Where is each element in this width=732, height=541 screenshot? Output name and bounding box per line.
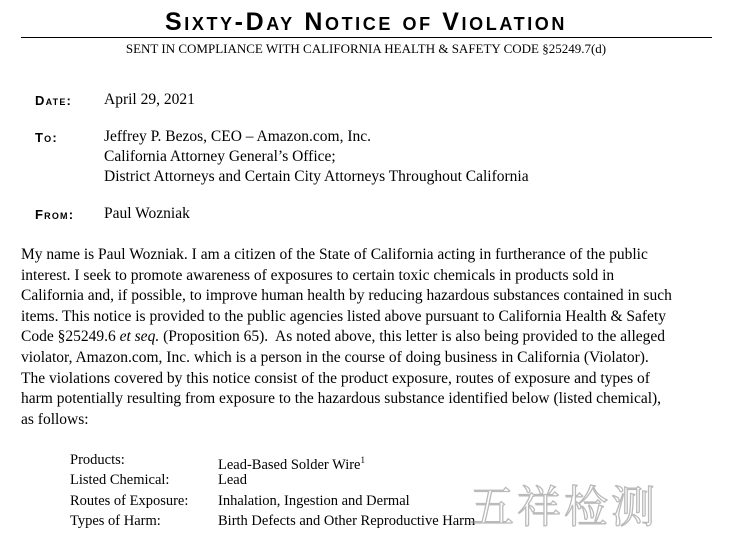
to-recipient-1: Jeffrey P. Bezos, CEO – Amazon.com, Inc. xyxy=(104,128,372,145)
date-value: April 29, 2021 xyxy=(104,91,195,108)
body-paragraph xyxy=(21,245,721,430)
body-line-citation xyxy=(21,327,721,348)
products-label: Products: xyxy=(70,452,125,468)
chemical-label: Listed Chemical: xyxy=(70,472,170,488)
body-line: harm potentially resulting from exposure to the hazardous substance identified below (listed chemical), xyxy=(21,390,662,408)
products-text: Lead-Based Solder Wire xyxy=(218,457,361,473)
citation-rest: (Proposition 65). As noted above, this letter is also being provided to the alleged xyxy=(159,328,666,346)
body-line: The violations covered by this notice consist of the product exposure, routes of exposure and types of xyxy=(21,369,650,387)
harm-value: Birth Defects and Other Reproductive Harm xyxy=(218,513,476,529)
date-label: Date: xyxy=(35,93,73,108)
to-recipient-2: California Attorney General’s Office; xyxy=(104,148,336,165)
routes-value: Inhalation, Ingestion and Dermal xyxy=(218,493,410,509)
body-line: items. This notice is provided to the public agencies listed above pursuant to California Health & Safety xyxy=(21,307,666,325)
routes-label: Routes of Exposure: xyxy=(70,493,189,509)
chemical-value: Lead xyxy=(218,472,247,488)
citation-italic: et seq. xyxy=(119,328,160,346)
footnote-marker: 1 xyxy=(360,455,365,465)
to-recipient-3: District Attorneys and Certain City Attorneys Throughout California xyxy=(104,168,529,185)
to-label: To: xyxy=(35,130,58,145)
from-label: From: xyxy=(35,207,75,222)
document-title: Sixty-Day Notice of Violation xyxy=(164,8,568,36)
from-value: Paul Wozniak xyxy=(104,205,190,222)
body-line: California and, if possible, to improve human health by reducing hazardous substances contained in such xyxy=(21,287,672,305)
body-line: as follows: xyxy=(21,410,89,428)
body-line: violator, Amazon.com, Inc. which is a person in the course of doing business in California (Violator). xyxy=(21,348,649,366)
citation-text: Code §25249.6 xyxy=(21,328,120,346)
watermark-text: 五祥检测 xyxy=(470,482,658,533)
document-subtitle: SENT IN COMPLIANCE WITH CALIFORNIA HEALTH & SAFETY CODE §25249.7(d) xyxy=(125,41,607,56)
harm-label: Types of Harm: xyxy=(70,513,161,529)
body-line: My name is Paul Wozniak. I am a citizen of the State of California acting in furtherance of the public xyxy=(21,246,648,263)
title-divider xyxy=(21,37,712,38)
body-line: interest. I seek to promote awareness of exposures to certain toxic chemicals in products sold in xyxy=(21,266,615,284)
